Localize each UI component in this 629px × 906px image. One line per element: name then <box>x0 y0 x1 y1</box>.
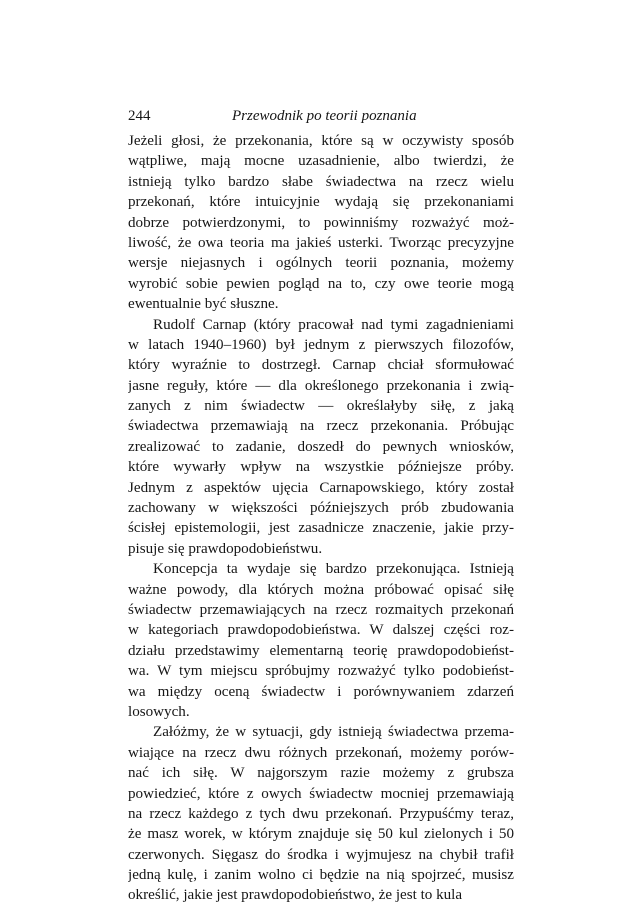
text-line: wa. W tym miejscu spróbujmy rozważyć tylko podobieńst- <box>128 663 514 680</box>
text-line: w kategoriach prawdopodobieństwa. W dalszej części roz- <box>128 622 514 639</box>
text-line: pisuje się prawdopodobieństwu. <box>128 540 323 557</box>
text-line: wa między oceną świadectw i porównywaniem zdarzeń <box>128 683 514 700</box>
text-line: Koncepcja ta wydaje się bardzo przekonująca. Istnieją <box>153 561 514 578</box>
text-line: ważne powody, dla których można próbować opisać siłę <box>128 581 514 598</box>
text-line: wersje niejasnych i ogólnych teorii poznania, możemy <box>128 255 514 272</box>
text-line: na rzecz każdego z tych dwu przekonań. Przypuśćmy teraz, <box>128 805 514 822</box>
text-line: wiające na rzecz dwu różnych przekonań, możemy porów- <box>128 744 514 761</box>
paragraph <box>128 722 514 906</box>
text-line: losowych. <box>128 703 190 720</box>
paragraph <box>128 131 514 315</box>
page-number: 244 <box>128 108 151 124</box>
text-line: które wywarły wpływ na wszystkie późniejsze próby. <box>128 459 514 476</box>
text-line: nać ich siłę. W najgorszym razie możemy z grubsza <box>128 765 514 782</box>
text-line: dobrze potwierdzonymi, to powinniśmy rozważyć moż- <box>128 214 514 231</box>
text-line: ewentualnie być słuszne. <box>128 296 279 313</box>
text-line: powiedzieć, które z owych świadectw mocniej przemawiają <box>128 785 514 802</box>
text-line: wyrobić sobie pewien pogląd na to, czy owe teorie mogą <box>128 275 514 292</box>
text-line: wątpliwe, mają mocne uzasadnienie, albo twierdzi, że <box>128 153 514 170</box>
running-title: Przewodnik po teorii poznania <box>232 108 417 124</box>
text-line: który wyraźnie to dostrzegł. Carnap chciał sformułować <box>128 357 514 374</box>
page-body-text <box>128 131 514 906</box>
text-line: jasne reguły, które — dla określonego przekonania i zwią- <box>128 377 514 394</box>
text-line: zanych z nim świadectw — określałyby siłę, z jaką <box>128 398 514 415</box>
text-line: Jednym z aspektów ujęcia Carnapowskiego, który został <box>128 479 514 496</box>
page-header <box>128 103 514 129</box>
text-line: świadectwa przemawiają na rzecz przekonania. Próbując <box>128 418 514 435</box>
text-line: świadectw przemawiających na rzecz rozmaitych przekonań <box>128 601 514 618</box>
paragraph <box>128 559 514 722</box>
text-line: że masz worek, w którym znajduje się 50 kul zielonych i 50 <box>128 826 514 843</box>
text-line: działu przedstawimy elementarną teorię prawdopodobieńst- <box>128 642 514 659</box>
text-line: określić, jakie jest prawdopodobieństwo, że jest to kula <box>128 887 463 904</box>
text-line: czerwonych. Sięgasz do środka i wyjmujesz na chybił trafił <box>128 846 514 863</box>
text-line: Jeżeli głosi, że przekonania, które są w oczywisty sposób <box>128 133 514 149</box>
text-line: Załóżmy, że w sytuacji, gdy istnieją świadectwa przema- <box>153 724 514 741</box>
text-line: w latach 1940–1960) był jednym z pierwszych filozofów, <box>128 336 514 353</box>
text-line: jedną kulę, i zanim wolno ci będzie na nią spojrzeć, musisz <box>128 867 514 884</box>
paragraph <box>128 315 514 560</box>
book-page <box>128 103 514 906</box>
text-line: istnieją tylko bardzo słabe świadectwa na rzecz wielu <box>128 173 514 190</box>
text-line: zrealizować to zadanie, doszedł do pewnych wniosków, <box>128 438 514 455</box>
text-line: liwość, że owa teoria ma jakieś usterki. Tworząc precyzyjne <box>128 234 514 251</box>
text-line: zachowany w większości późniejszych prób zbudowania <box>128 500 514 517</box>
text-line: Rudolf Carnap (który pracował nad tymi zagadnieniami <box>153 316 514 333</box>
text-line: przekonań, które intuicyjnie wydają się przekonaniami <box>128 194 514 211</box>
text-line: ścisłej epistemologii, jest zasadnicze znaczenie, jakie przy- <box>128 520 514 537</box>
